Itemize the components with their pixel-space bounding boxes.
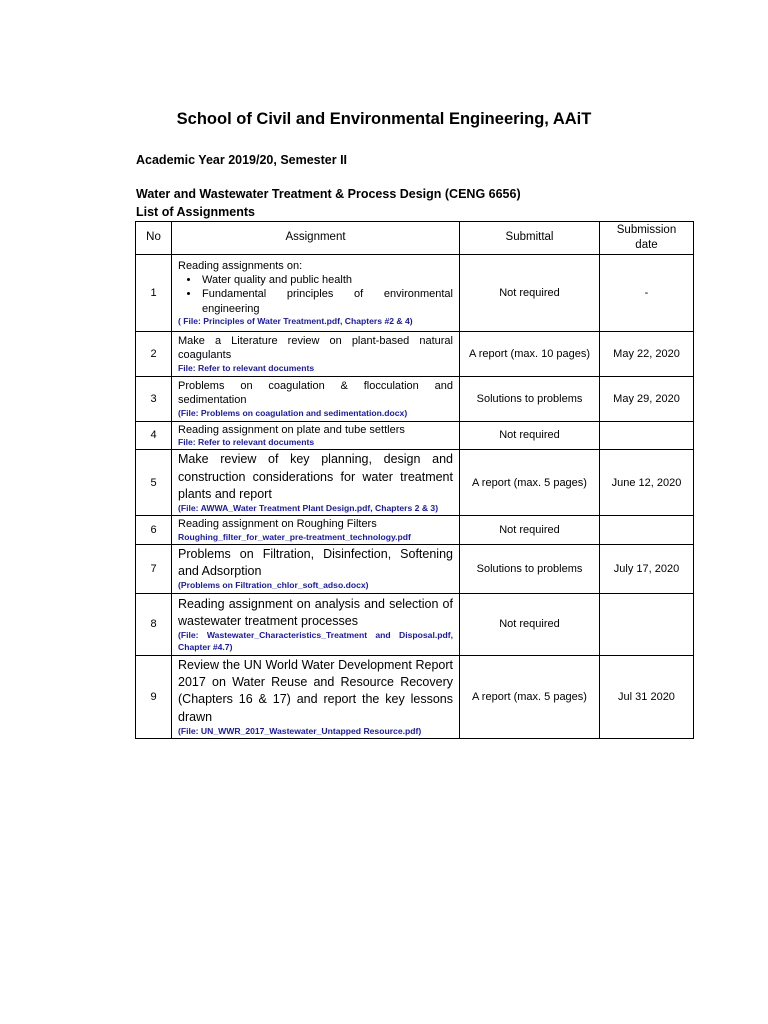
date-cell: Jul 31 2020 xyxy=(600,655,694,738)
assignment-text: Make review of key planning, design and construction considerations for water treatment plants and report xyxy=(178,452,453,501)
row-number: 7 xyxy=(136,544,172,593)
submittal-cell: Not required xyxy=(460,254,600,331)
file-reference: (File: UN_WWR_2017_Wastewater_Untapped Resource.pdf) xyxy=(178,725,422,736)
assignment-cell xyxy=(172,516,460,544)
submittal-cell: Solutions to problems xyxy=(460,544,600,593)
date-cell xyxy=(600,421,694,449)
assignment-cell xyxy=(172,376,460,421)
header-date: Submission date xyxy=(600,222,694,255)
assignment-text: Make a Literature review on plant-based natural coagulants xyxy=(178,334,453,362)
date-cell: June 12, 2020 xyxy=(600,450,694,516)
row-number: 9 xyxy=(136,655,172,738)
table-row xyxy=(136,655,694,738)
submittal-cell: A report (max. 5 pages) xyxy=(460,450,600,516)
assignment-text: Reading assignment on analysis and selection of wastewater treatment processes xyxy=(178,596,453,629)
assignment-cell xyxy=(172,593,460,655)
date-cell xyxy=(600,516,694,544)
file-reference: (File: Problems on coagulation and sedimentation.docx) xyxy=(178,407,408,418)
assignment-text: Reading assignments on: xyxy=(178,259,303,272)
date-cell: May 22, 2020 xyxy=(600,331,694,376)
bullet-item: • Water quality and public health xyxy=(200,273,453,287)
assignment-text: Problems on coagulation & flocculation and sedimentation xyxy=(178,379,453,407)
file-reference: ( File: Principles of Water Treatment.pdf, Chapters #2 & 4) xyxy=(178,315,413,326)
submittal-cell: A report (max. 10 pages) xyxy=(460,331,600,376)
row-number: 8 xyxy=(136,593,172,655)
submittal-cell: Not required xyxy=(460,516,600,544)
header-submittal: Submittal xyxy=(460,222,600,255)
file-reference: (File: Wastewater_Characteristics_Treatment and Disposal.pdf, Chapter #4.7) xyxy=(178,630,453,652)
row-number: 4 xyxy=(136,421,172,449)
header-no: No xyxy=(136,222,172,255)
file-reference: File: Refer to relevant documents xyxy=(178,362,315,373)
file-reference: (File: AWWA_Water Treatment Plant Design.pdf, Chapters 2 & 3) xyxy=(178,503,439,514)
row-number: 6 xyxy=(136,516,172,544)
assignment-cell xyxy=(172,331,460,376)
file-reference: (Problems on Filtration_chlor_soft_adso.docx) xyxy=(178,580,369,591)
date-cell: May 29, 2020 xyxy=(600,376,694,421)
assignment-cell xyxy=(172,450,460,516)
table-row xyxy=(136,544,694,593)
submittal-cell: Not required xyxy=(460,421,600,449)
table-row xyxy=(136,421,694,449)
assignment-cell xyxy=(172,655,460,738)
table-row xyxy=(136,331,694,376)
submittal-cell: Solutions to problems xyxy=(460,376,600,421)
date-cell xyxy=(600,593,694,655)
file-reference: File: Refer to relevant documents xyxy=(178,437,315,448)
academic-year: Academic Year 2019/20, Semester II xyxy=(136,153,348,167)
assignment-cell xyxy=(172,544,460,593)
bullet-list xyxy=(178,273,453,316)
table-row xyxy=(136,593,694,655)
row-number: 1 xyxy=(136,254,172,331)
assignment-cell xyxy=(172,421,460,449)
table-row xyxy=(136,254,694,331)
row-number: 2 xyxy=(136,331,172,376)
assignment-cell xyxy=(172,254,460,331)
course-title: Water and Wastewater Treatment & Process Design (CENG 6656) xyxy=(136,187,521,201)
date-cell: - xyxy=(600,254,694,331)
row-number: 5 xyxy=(136,450,172,516)
document-title: School of Civil and Environmental Engineering, AAiT xyxy=(176,110,592,128)
table-row xyxy=(136,450,694,516)
assignment-text: Review the UN World Water Development Report 2017 on Water Reuse and Resource Recovery (Chapters 16 & 17) and report the key lessons drawn xyxy=(178,657,453,724)
list-label: List of Assignments xyxy=(136,205,255,219)
date-cell: July 17, 2020 xyxy=(600,544,694,593)
submittal-cell: Not required xyxy=(460,593,600,655)
assignment-text: Problems on Filtration, Disinfection, Softening and Adsorption xyxy=(178,546,453,579)
assignment-text: Reading assignment on Roughing Filters xyxy=(178,518,377,531)
bullet-item: • Fundamental principles of environmental engineering xyxy=(200,287,453,316)
assignments-table xyxy=(135,221,694,739)
header-assignment: Assignment xyxy=(172,222,460,255)
table-row xyxy=(136,376,694,421)
table-row xyxy=(136,516,694,544)
submittal-cell: A report (max. 5 pages) xyxy=(460,655,600,738)
assignment-text: Reading assignment on plate and tube settlers xyxy=(178,423,405,436)
row-number: 3 xyxy=(136,376,172,421)
file-reference: Roughing_filter_for_water_pre-treatment_technology.pdf xyxy=(178,531,411,542)
